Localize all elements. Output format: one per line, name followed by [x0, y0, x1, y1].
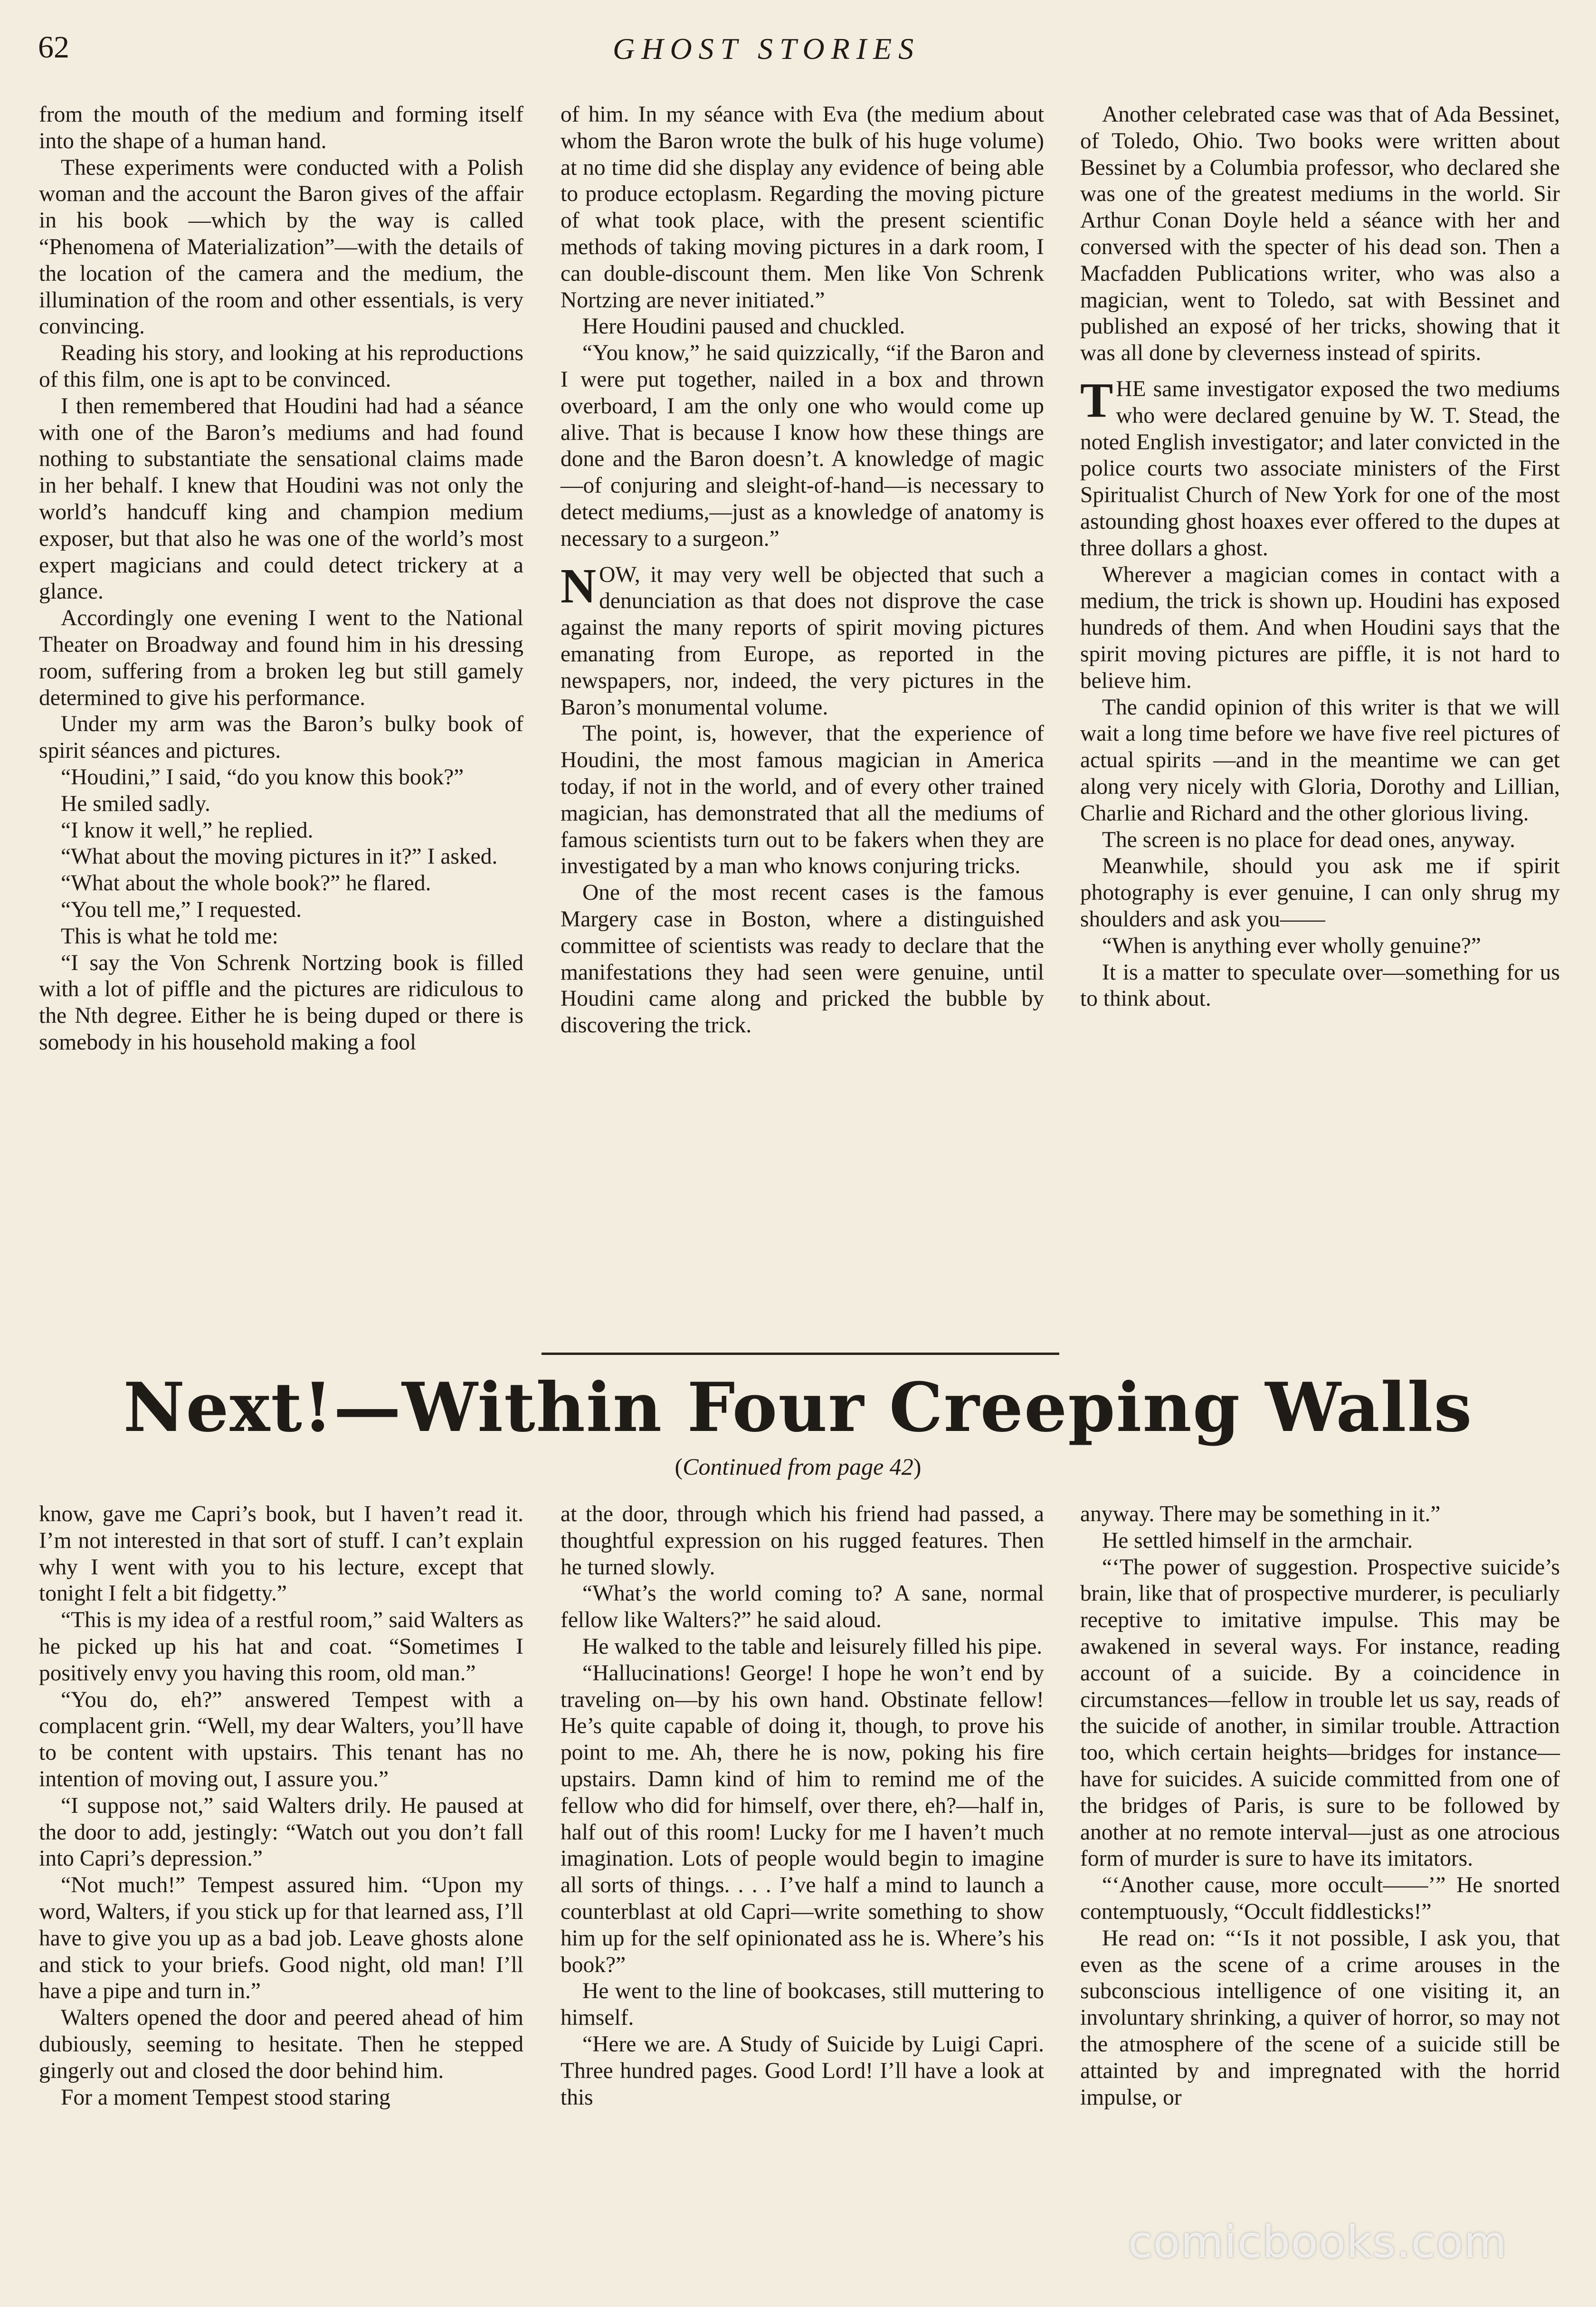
section-opening-paragraph [560, 558, 1044, 721]
paragraph: anyway. There may be something in it.” [1080, 1502, 1441, 1526]
paragraph: “I suppose not,” said Walters drily. He paused at the door to add, jestingly: “Watch out you don’t fall into Capri’s depression.” [39, 1793, 523, 1871]
paragraph: “‘The power of suggestion. Prospective suicide’s brain, like that of prospective murderer, is peculiarly receptive to imitative impulse. This may be awakened in several ways. For instance, reading account of a suicide. By a coincidence in circumstances—fellow in trouble let us say, reads of the suicide of another, in similar trouble. Attraction too, which certain heights—bridges for instance—have for suicides. A suicide committed from one of the bridges of Paris, is sure to be followed by another at no remote interval—just as one atrocious form of murder is sure to have its imitators. [1080, 1554, 1560, 1871]
paragraph: “What’s the world coming to? A sane, normal fellow like Walters?” he said aloud. [560, 1581, 1044, 1633]
running-head: GHOST STORIES [613, 32, 921, 66]
section-divider [542, 1353, 1059, 1355]
paragraph: from the mouth of the medium and forming itself into the shape of a human hand. [39, 102, 523, 153]
paragraph: He walked to the table and leisurely filled his pipe. [582, 1634, 1043, 1659]
paragraph: For a moment Tempest stood staring [61, 2085, 390, 2110]
section-opening-paragraph [1080, 372, 1560, 562]
paragraph: It is a matter to speculate over—something for us to think about. [1080, 960, 1560, 1011]
paragraph: “Here we are. A Study of Suicide by Luigi Capri. Three hundred pages. Good Lord! I’ll have a look at this [560, 2031, 1044, 2110]
paragraph: Here Houdini paused and chuckled. [582, 314, 905, 339]
paragraph: “I say the Von Schrenk Nortzing book is filled with a lot of piffle and the pictures are ridiculous to the Nth degree. Either he is being duped or there is somebody in his household making a fool [39, 950, 523, 1055]
top-column-1 [39, 102, 523, 1056]
paragraph: of him. In my séance with Eva (the medium about whom the Baron wrote the bulk of his huge volume) at no time did she display any evidence of being able to produce ectoplasm. Regarding the moving picture of what took place, with the present scientific methods of taking moving pictures in a dark room, I can double-discount them. Men like Von Schrenk Nortzing are never initiated.” [560, 102, 1044, 313]
paragraph: He read on: “‘Is it not possible, I ask you, that even as the scene of a crime arouses in the subconscious intelligence of one visiting it, an involuntary shrinking, a quiver of horror, so may not the atmosphere of the scene of a suicide still be attainted by and impregnated with the horrid impulse, or [1080, 1926, 1560, 2110]
top-column-3 [1080, 102, 1560, 1012]
paragraph: Meanwhile, should you ask me if spirit photography is ever genuine, I can only shrug my shoulders and ask you—— [1080, 854, 1560, 932]
paragraph: He went to the line of bookcases, still muttering to himself. [560, 1979, 1044, 2031]
paragraph: “Not much!” Tempest assured him. “Upon my word, Walters, if you stick up for that learned ass, I’ll have to give you up as a bad job. Leave ghosts alone and stick to your briefs. Good night, old man! I’ll have a pipe and turn in.” [39, 1873, 523, 2004]
drop-cap: N [560, 558, 597, 613]
continued-close: ) [913, 1453, 922, 1480]
paragraph: “This is my idea of a restful room,” said Walters as he picked up his hat and coat. “Sometimes I positively envy you having this room, old man.” [39, 1608, 523, 1686]
top-column-2 [560, 102, 1044, 1039]
paragraph: These experiments were conducted with a Polish woman and the account the Baron gives of the affair in his book —which by the way is called “Phenomena of Materialization”—with the details of the location of the camera and the medium, the illumination of the room and other essentials, is very convincing. [39, 155, 523, 339]
paragraph: This is what he told me: [61, 924, 278, 949]
continued-open: ( [674, 1453, 683, 1480]
paragraph: The screen is no place for dead ones, anyway. [1102, 827, 1516, 852]
watermark: comicbooks.com [1128, 2217, 1508, 2268]
paragraph: He settled himself in the armchair. [1102, 1528, 1413, 1553]
paragraph: at the door, through which his friend had passed, a thoughtful expression on his rugged features. Then he turned slowly. [560, 1502, 1044, 1580]
story-headline: Next!—Within Four Creeping Walls [123, 1368, 1473, 1447]
paragraph: “You do, eh?” answered Tempest with a complacent grin. “Well, my dear Walters, you’ll have to be content with upstairs. This tenant has no intention of moving out, I assure you.” [39, 1687, 523, 1792]
paragraph: Under my arm was the Baron’s bulky book of spirit séances and pictures. [39, 712, 523, 763]
continued-note [0, 1453, 1596, 1480]
paragraph: “When is anything ever wholly genuine?” [1102, 933, 1481, 958]
paragraph: Reading his story, and looking at his reproductions of this film, one is apt to be convinced. [39, 341, 523, 392]
paragraph: “What about the whole book?” he flared. [61, 871, 431, 896]
paragraph: “You tell me,” I requested. [61, 897, 302, 922]
paragraph: “Hallucinations! George! I hope he won’t end by traveling on—by his own hand. Obstinate fellow! He’s quite capable of doing it, though, to prove his point to me. Ah, there he is now, poking his fire upstairs. Damn kind of him to remind me of the fellow who did for himself, over there, eh?—half in, half out of this room! Lucky for me I haven’t much imagination. Lots of people would begin to imagine all sorts of things. . . . I’ve half a mind to launch a counterblast at old Capri—write something to show him up for the self opinionated ass he is. Where’s his book?” [560, 1660, 1044, 1977]
bottom-column-3 [1080, 1501, 1560, 2111]
paragraph: know, gave me Capri’s book, but I haven’t read it. I’m not interested in that sort of stuff. I can’t explain why I went with you to his lecture, except that tonight I felt a bit fidgetty.” [39, 1502, 523, 1606]
paragraph-text: OW, it may very well be objected that such a denunciation as that does not disprove the case against the many reports of spirit moving pictures emanating from Europe, as reported in the newspapers, nor, indeed, the very pictures in the Baron’s monumental volume. [560, 562, 1044, 720]
paragraph: Wherever a magician comes in contact with a medium, the trick is shown up. Houdini has exposed hundreds of them. And when Houdini says that the spirit moving pictures are piffle, it is not hard to believe him. [1080, 562, 1560, 693]
paragraph: “What about the moving pictures in it?” I asked. [61, 844, 498, 869]
paragraph-text: HE same investigator exposed the two mediums who were declared genuine by W. T. Stead, the noted English investigator; and later convicted in the police courts two associate ministers of the First Spiritualist Church of New York for one of the most astounding ghost hoaxes ever offered to the dupes at three dollars a ghost. [1080, 376, 1560, 561]
paragraph: I then remembered that Houdini had had a séance with one of the Baron’s mediums and had found nothing to substantiate the sensational claims made in her behalf. I knew that Houdini was not only the world’s handcuff king and champion medium exposer, but that also he was one of the world’s most expert magicians and could detect trickery at a glance. [39, 393, 523, 604]
paragraph: “I know it well,” he replied. [61, 818, 314, 843]
paragraph: He smiled sadly. [61, 791, 210, 816]
paragraph: The candid opinion of this writer is that we will wait a long time before we have five reel pictures of actual spirits —and in the meantime we can get along very nicely with Gloria, Dorothy and Lillian, Charlie and Richard and the other glorious living. [1080, 695, 1560, 826]
paragraph: “You know,” he said quizzically, “if the Baron and I were put together, nailed in a box and thrown overboard, I am the only one who would come up alive. That is because I know how these things are done and the Baron doesn’t. A knowledge of magic—of conjuring and sleight-of-hand—is necessary to detect mediums,—just as a knowledge of anatomy is necessary to a surgeon.” [560, 341, 1044, 551]
paragraph: Accordingly one evening I went to the National Theater on Broadway and found him in his dressing room, suffering from a broken leg but still gamely determined to give his performance. [39, 606, 523, 710]
drop-cap: T [1080, 372, 1113, 428]
paragraph: Walters opened the door and peered ahead of him dubiously, seeming to hesitate. Then he stepped gingerly out and closed the door behind him. [39, 2005, 523, 2083]
bottom-column-1 [39, 1501, 523, 2111]
paragraph: “‘Another cause, more occult——’” He snorted contemptuously, “Occult fiddlesticks!” [1080, 1873, 1560, 1924]
continued-text: Continued from page 42 [683, 1453, 913, 1480]
bottom-column-2 [560, 1501, 1044, 2111]
paragraph: The point, is, however, that the experience of Houdini, the most famous magician in America today, if not in the world, and of every other trained magician, has demonstrated that all the mediums of famous scientists turn out to be fakers when they are investigated by a man who knows conjuring tricks. [560, 721, 1044, 879]
paragraph: “Houdini,” I said, “do you know this book?” [61, 764, 464, 790]
paragraph: One of the most recent cases is the famous Margery case in Boston, where a distinguished committee of scientists was ready to declare that the manifestations they had seen were genuine, until Houdini came along and pricked the bubble by discovering the trick. [560, 880, 1044, 1038]
paragraph: Another celebrated case was that of Ada Bessinet, of Toledo, Ohio. Two books were written about Bessinet by a Columbia professor, who declared she was one of the greatest mediums in the world. Sir Arthur Conan Doyle held a séance with her and conversed with the specter of his dead son. Then a Macfadden Publications writer, who was also a magician, went to Toledo, sat with Bessinet and published an exposé of her tricks, showing that it was all done by cleverness instead of spirits. [1080, 102, 1560, 366]
page-number: 62 [38, 30, 69, 65]
